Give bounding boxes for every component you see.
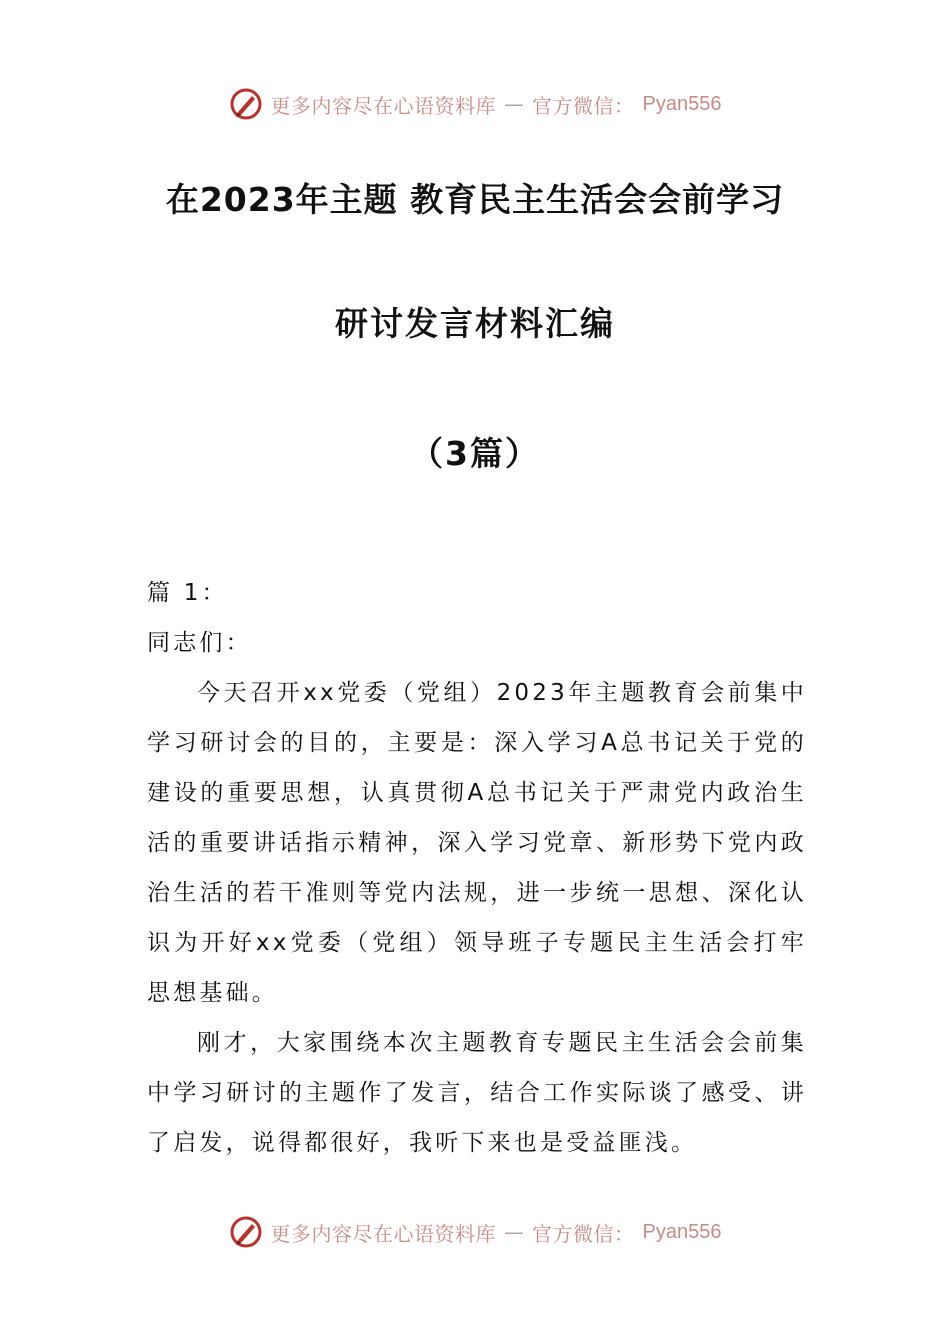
banner-wechat-id: Pyan556 [642,1220,722,1243]
document-title-line-1: 在2023年主题 教育民主生活会会前学习 [165,180,785,219]
pen-logo-icon [229,1215,263,1249]
banner-suffix: 官方微信： [532,1221,635,1246]
pen-logo-icon [229,87,263,121]
salutation: 同志们： [147,630,252,656]
section-label: 篇 1： [147,580,228,606]
banner-suffix: 官方微信： [532,93,635,118]
document-title-count: （3篇） [410,434,540,473]
banner-text: 更多内容尽在心语资料库 [270,1221,497,1246]
body-paragraph-2: 刚才，大家围绕本次主题教育专题民主生活会会前集中学习研讨的主题作了发言，结合工作实际谈了感受、讲了启发，说得都很好，我听下来也是受益匪浅。 [147,1030,807,1156]
banner-wechat-id: Pyan556 [642,92,722,115]
footer-watermark-banner [0,1212,950,1252]
header-watermark-banner [0,84,950,124]
body-paragraph-1: 今天召开xx党委（党组）2023年主题教育会前集中学习研讨会的目的，主要是：深入学习A总书记关于党的建设的重要思想，认真贯彻A总书记关于严肃党内政治生活的重要讲话指示精神，深入学习党章、新形势下党内政治生活的若干准则等党内法规，进一步统一思想、深化认识为开好xx党委（党组）领导班子专题民主生活会打牢思想基础。 [147,680,807,1006]
banner-separator: — [504,1220,525,1244]
document-title-line-2: 研讨发言材料汇编 [335,304,615,343]
document-body [147,568,807,1168]
banner-separator: — [504,92,525,116]
banner-text: 更多内容尽在心语资料库 [270,93,497,118]
